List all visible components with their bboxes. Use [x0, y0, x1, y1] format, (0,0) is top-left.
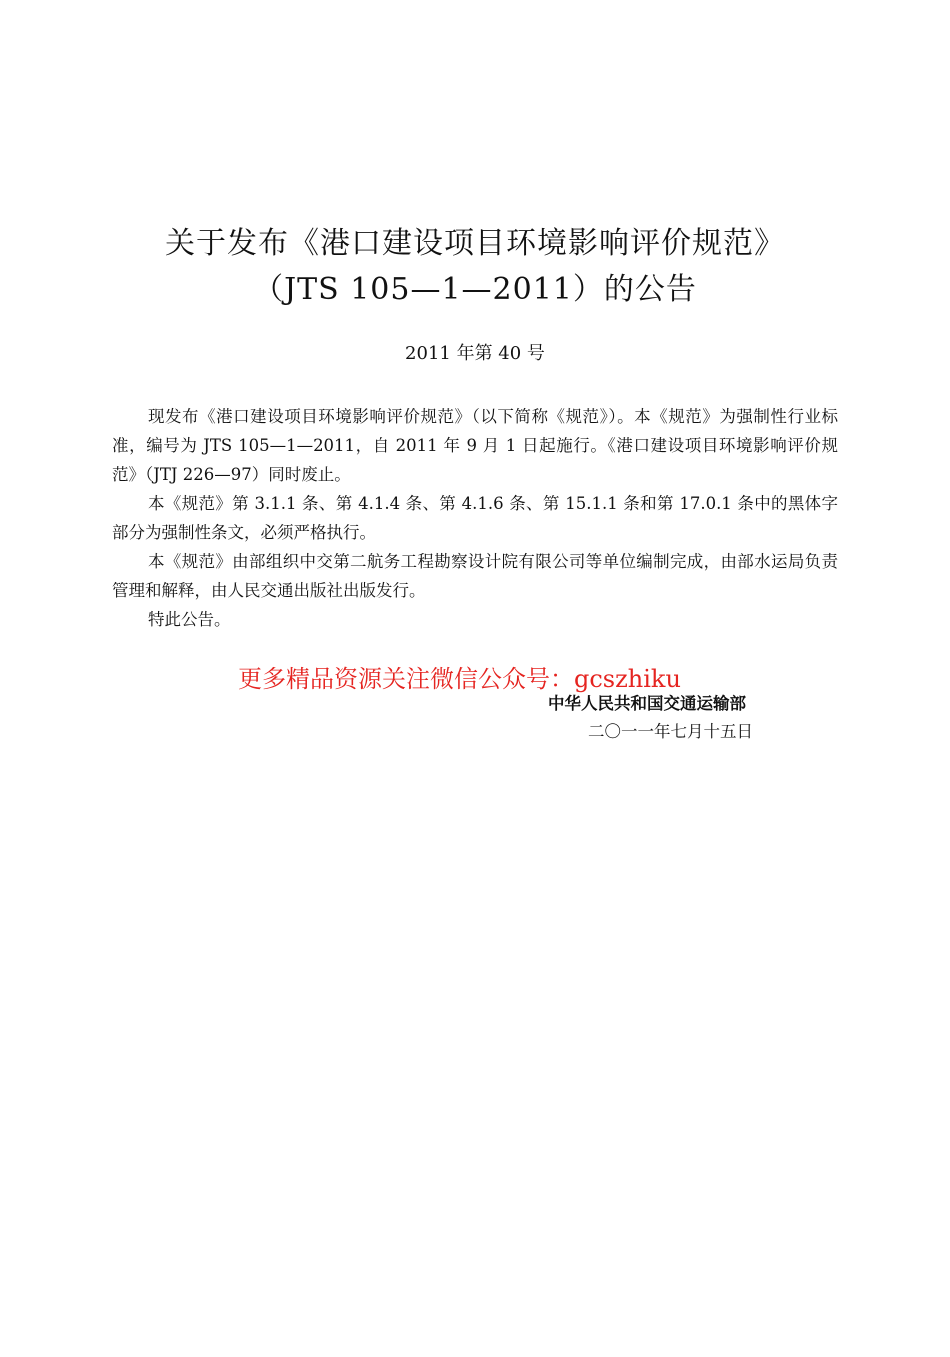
- watermark-text: 更多精品资源关注微信公众号：gcszhiku: [238, 665, 681, 693]
- body-paragraph: 本《规范》由部组织中交第二航务工程勘察设计院有限公司等单位编制完成，由部水运局负责管理和解释，由人民交通出版社出版发行。: [112, 552, 838, 600]
- body-paragraph: 本《规范》第 3.1.1 条、第 4.1.4 条、第 4.1.6 条、第 15.1.1 条和第 17.0.1 条中的黑体字部分为强制性条文，必须严格执行。: [112, 494, 838, 542]
- body-paragraph: 现发布《港口建设项目环境影响评价规范》（以下简称《规范》）。本《规范》为强制性行业标准，编号为 JTS 105—1—2011，自 2011 年 9 月 1 日起施行。《港口建设项目环境影响评价规范》（JTJ 226—97）同时废止。: [112, 407, 838, 484]
- issue-date: 二〇一一年七月十五日: [588, 722, 753, 741]
- announcement-body: [112, 402, 838, 634]
- document-number: 2011 年第 40 号: [405, 343, 545, 364]
- closing-paragraph: 特此公告。: [148, 610, 231, 629]
- announcement-title-line-1: 关于发布《港口建设项目环境影响评价规范》: [165, 226, 785, 261]
- issuing-authority: 中华人民共和国交通运输部: [548, 694, 746, 713]
- announcement-title-line-2: （JTS 105—1—2011）的公告: [253, 272, 697, 307]
